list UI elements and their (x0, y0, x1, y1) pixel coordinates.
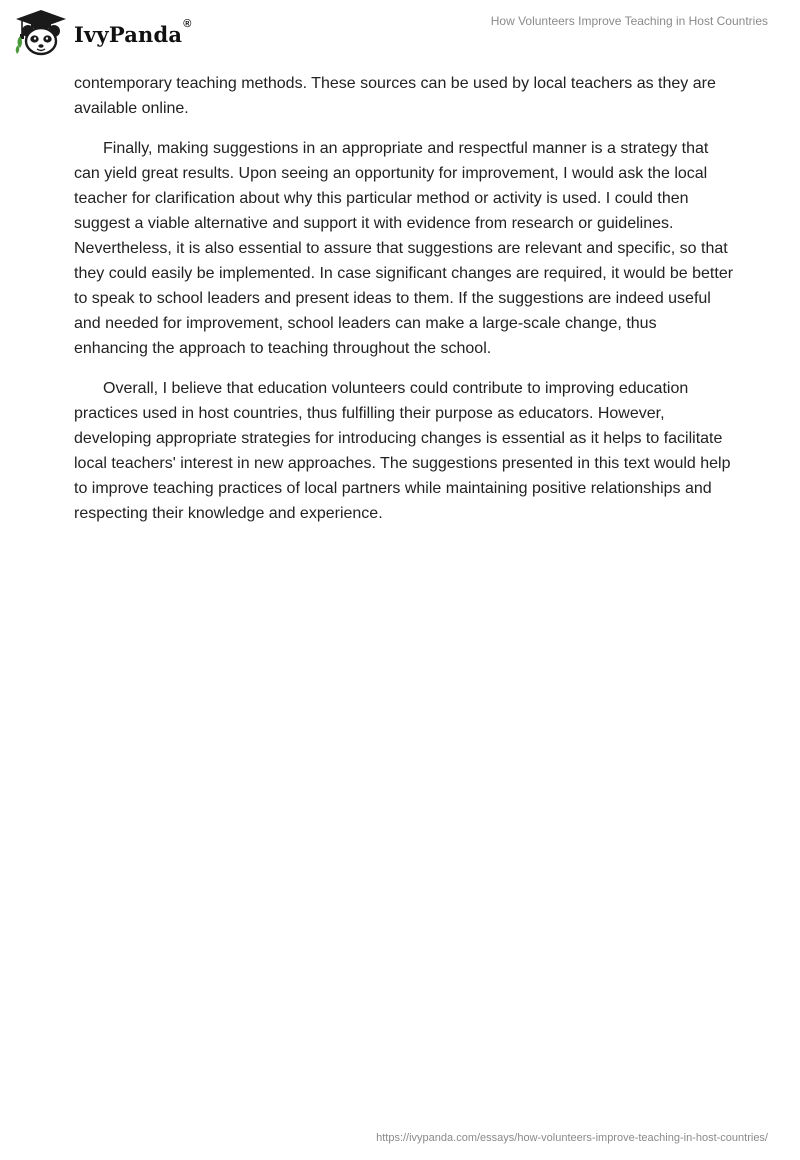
page-header (0, 0, 800, 64)
ivypanda-logo[interactable] (14, 8, 192, 58)
brand-name: IvyPanda® (74, 17, 192, 47)
paragraph-suggestions: Finally, making suggestions in an appropriate and respectful manner is a strategy that can yield great results. Upon seeing an opportunity for improvement, I would ask the local teacher for clarification about why this particular method or activity is used. I could then suggest a viable alternative and support it with evidence from research or guidelines. Nevertheless, it is also essential to assure that suggestions are relevant and specific, so that they could easily be implemented. In case significant changes are required, it would be better to speak to school leaders and present ideas to them. If the suggestions are indeed useful and needed for improvement, school leaders can make a large-scale change, thus enhancing the approach to teaching throughout the school. (74, 140, 734, 357)
paragraph-continuation: contemporary teaching methods. These sources can be used by local teachers as they are available online. (74, 75, 716, 117)
document-title: How Volunteers Improve Teaching in Host Countries (490, 14, 768, 28)
paragraph-conclusion: Overall, I believe that education volunteers could contribute to improving education practices used in host countries, thus fulfilling their purpose as educators. However, developing appropriate strategies for introducing changes is essential as it helps to facilitate local teachers' interest in new approaches. The suggestions presented in this text would help to improve teaching practices of local partners while maintaining positive relationships and respecting their knowledge and experience. (74, 380, 731, 522)
essay-body (74, 71, 734, 541)
source-url-link[interactable]: https://ivypanda.com/essays/how-volunteers-improve-teaching-in-host-countries/ (376, 1132, 768, 1144)
panda-graduation-cap-icon (14, 8, 68, 58)
registered-mark: ® (183, 17, 192, 30)
